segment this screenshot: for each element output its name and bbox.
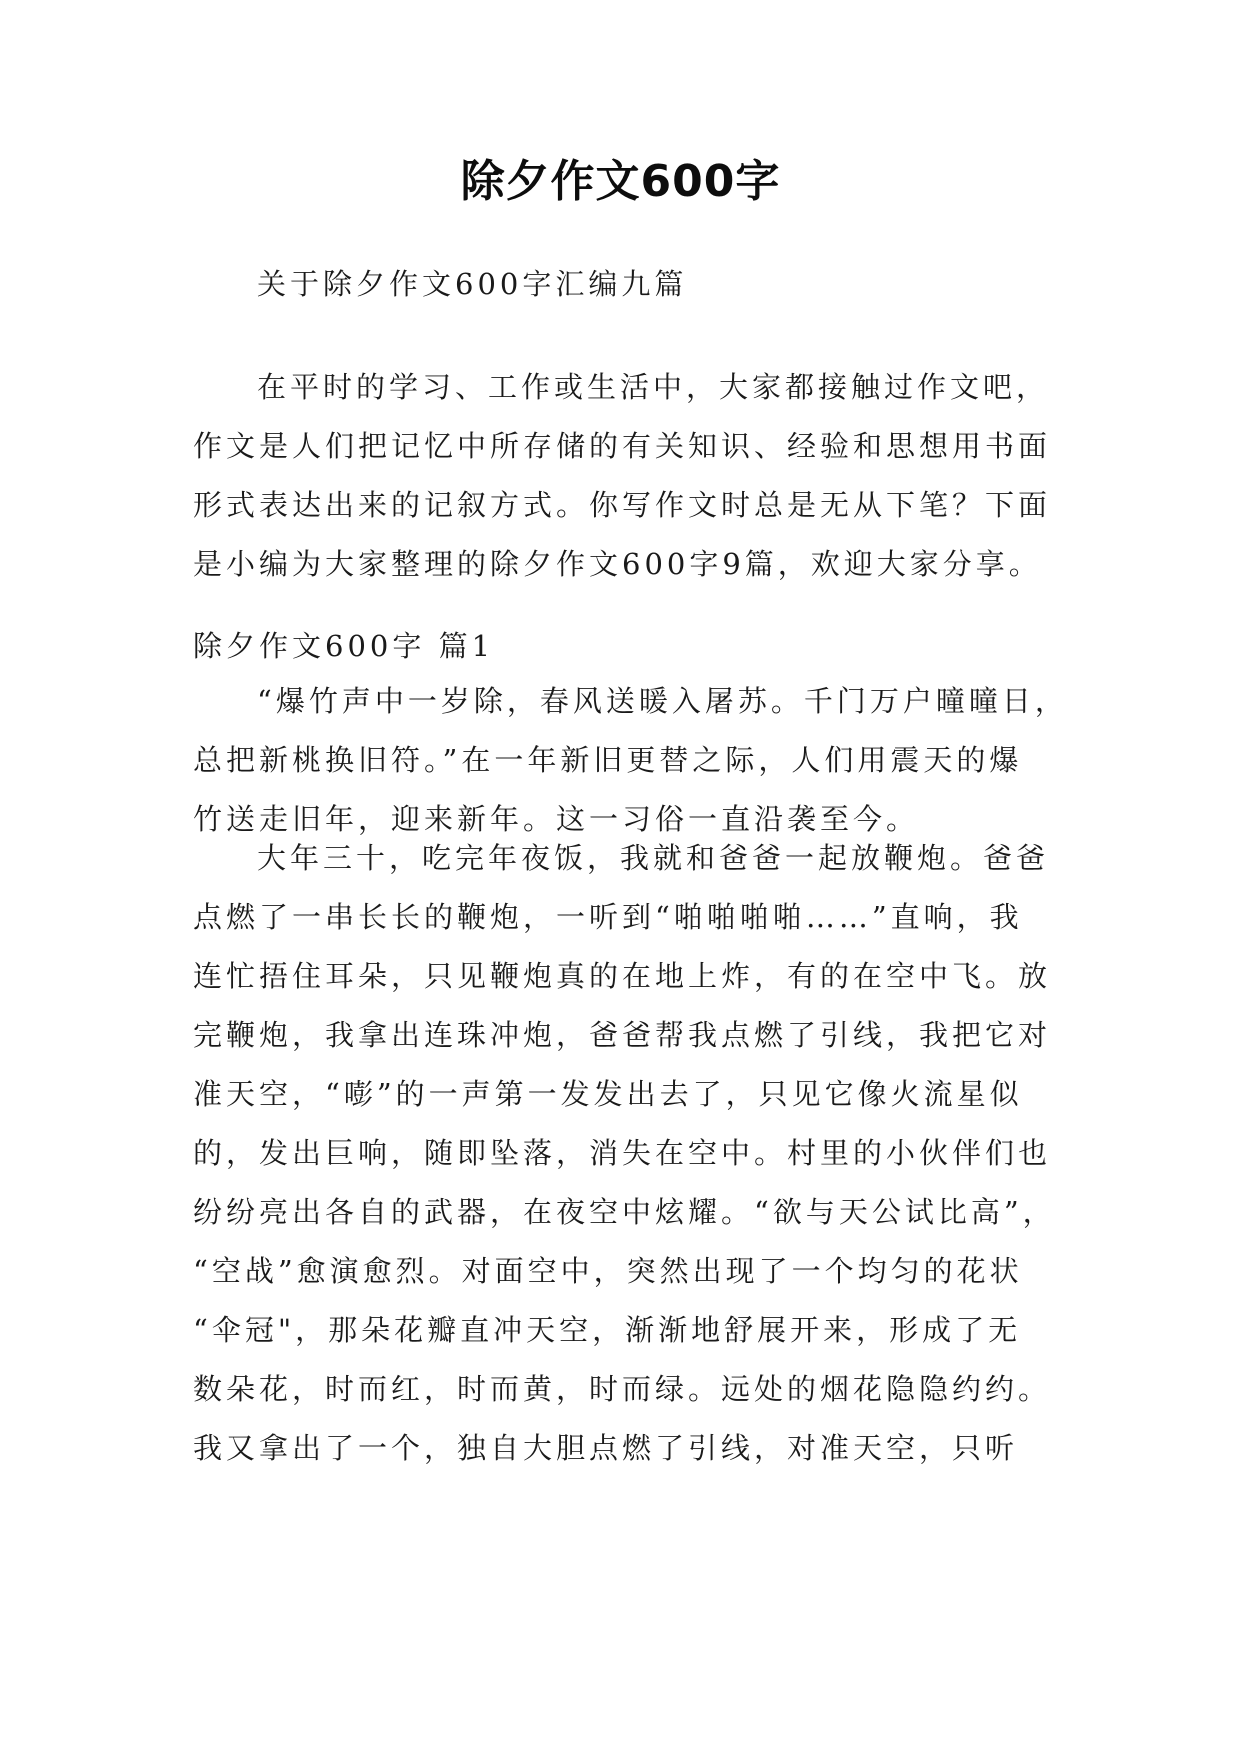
paragraph-line: 的，发出巨响，随即坠落，消失在空中。村里的小伙伴们也 — [193, 1136, 1052, 1170]
paragraph-line: 总把新桃换旧符。”在一年新旧更替之际，人们用震天的爆 — [193, 743, 1023, 777]
paragraph-line: “爆竹声中一岁除，春风送暖入屠苏。千门万户曈曈日， — [257, 684, 1068, 718]
intro-line: 是小编为大家整理的除夕作文600字9篇，欢迎大家分享。 — [193, 547, 1042, 581]
paragraph-line: 竹送走旧年，迎来新年。这一习俗一直沿袭至今。 — [193, 802, 920, 836]
document-subtitle: 关于除夕作文600字汇编九篇 — [257, 267, 688, 301]
intro-line: 在平时的学习、工作或生活中，大家都接触过作文吧， — [257, 370, 1050, 404]
intro-line: 作文是人们把记忆中所存储的有关知识、经验和思想用书面 — [193, 429, 1052, 463]
paragraph-line: 大年三十，吃完年夜饭，我就和爸爸一起放鞭炮。爸爸 — [257, 841, 1050, 875]
paragraph-1 — [193, 672, 1073, 849]
section-heading: 除夕作文600字 篇1 — [193, 629, 495, 663]
paragraph-line: 连忙捂住耳朵，只见鞭炮真的在地上炸，有的在空中飞。放 — [193, 959, 1052, 993]
paragraph-line: 纷纷亮出各自的武器，在夜空中炫耀。“欲与天公试比高”， — [193, 1195, 1056, 1229]
document-subtitle-block — [193, 255, 1073, 314]
paragraph-line: 准天空，“嘭”的一声第一发发出去了，只见它像火流星似 — [193, 1077, 1023, 1111]
paragraph-2 — [193, 829, 1073, 1478]
paragraph-line: 我又拿出了一个，独自大胆点燃了引线，对准天空，只听 — [193, 1431, 1019, 1465]
paragraph-line: 完鞭炮，我拿出连珠冲炮，爸爸帮我点燃了引线，我把它对 — [193, 1018, 1052, 1052]
section-heading-block — [193, 617, 1073, 676]
paragraph-line: 数朵花，时而红，时而黄，时而绿。远处的烟花隐隐约约。 — [193, 1372, 1052, 1406]
intro-paragraph — [193, 358, 1073, 594]
paragraph-line: “伞冠"，那朵花瓣直冲天空，渐渐地舒展开来，形成了无 — [193, 1313, 1022, 1347]
paragraph-line: 点燃了一串长长的鞭炮，一听到“啪啪啪啪……”直响，我 — [193, 900, 1023, 934]
document-title: 除夕作文600字 — [460, 156, 781, 207]
paragraph-line: “空战”愈演愈烈。对面空中，突然出现了一个均匀的花状 — [193, 1254, 1023, 1288]
intro-line: 形式表达出来的记叙方式。你写作文时总是无从下笔？下面 — [193, 488, 1052, 522]
